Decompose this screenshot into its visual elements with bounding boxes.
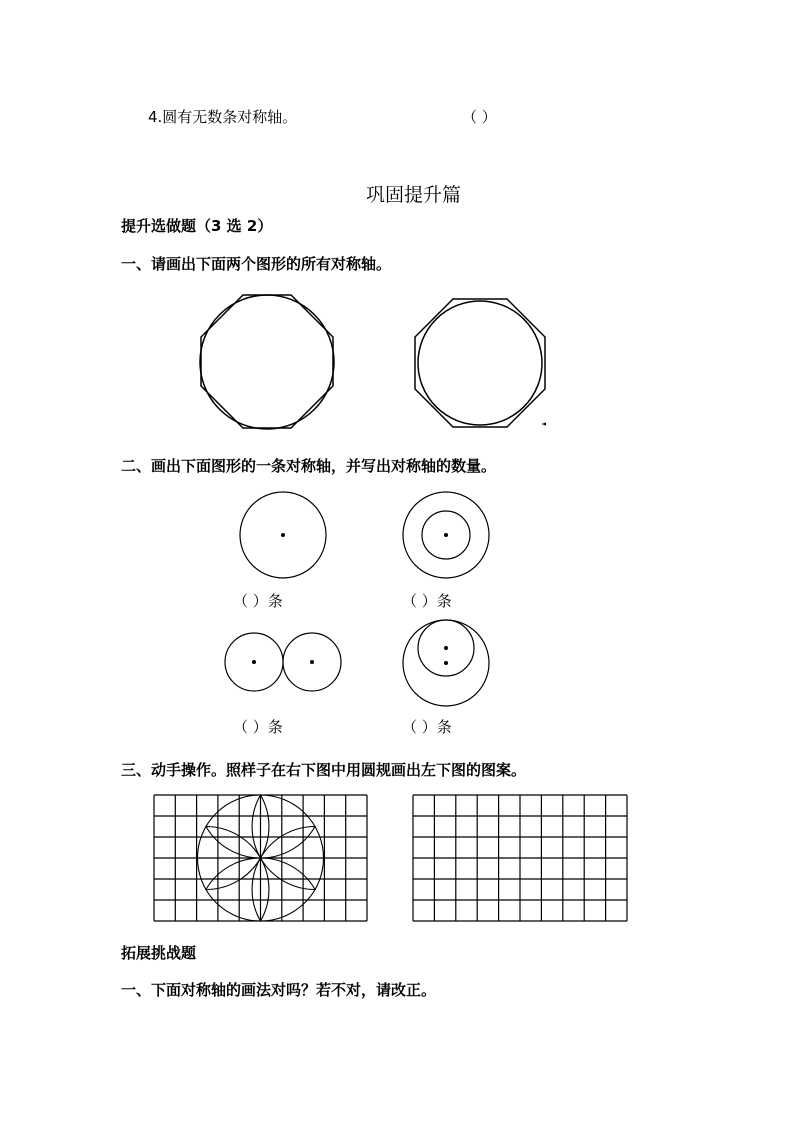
question-4-text: 4.圆有无数条对称轴。 — [148, 108, 298, 126]
single-circle-figure[interactable] — [240, 492, 326, 578]
two-touching-circles-figure[interactable] — [225, 633, 341, 691]
extension-question-1-text: 一、下面对称轴的画法对吗？若不对，请改正。 — [121, 981, 437, 999]
answer-blank[interactable]: （ ） — [462, 108, 497, 126]
optional-section-heading: 提升选做题（3 选 2） — [121, 217, 273, 235]
drawing-grid[interactable] — [413, 795, 627, 921]
question-2-text: 二、画出下面图形的一条对称轴，并写出对称轴的数量。 — [121, 457, 497, 475]
answer-blank-4[interactable]: （ ）条 — [402, 718, 452, 736]
answer-blank-3[interactable]: （ ）条 — [233, 718, 283, 736]
question-1-text: 一、请画出下面两个图形的所有对称轴。 — [121, 255, 392, 273]
stray-mark — [543, 423, 546, 425]
answer-blank-1[interactable]: （ ）条 — [233, 592, 283, 610]
internally-tangent-circles-figure[interactable] — [403, 620, 489, 706]
question-3-text: 三、动手操作。照样子在右下图中用圆规画出左下图的图案。 — [121, 761, 527, 779]
extension-heading: 拓展挑战题 — [121, 944, 197, 962]
answer-blank-2[interactable]: （ ）条 — [402, 592, 452, 610]
octagon-in-circle-figure[interactable] — [200, 295, 334, 429]
concentric-circles-figure[interactable] — [403, 492, 489, 578]
section-title: 巩固提升篇 — [366, 184, 462, 206]
circle-in-octagon-figure[interactable] — [415, 299, 545, 427]
